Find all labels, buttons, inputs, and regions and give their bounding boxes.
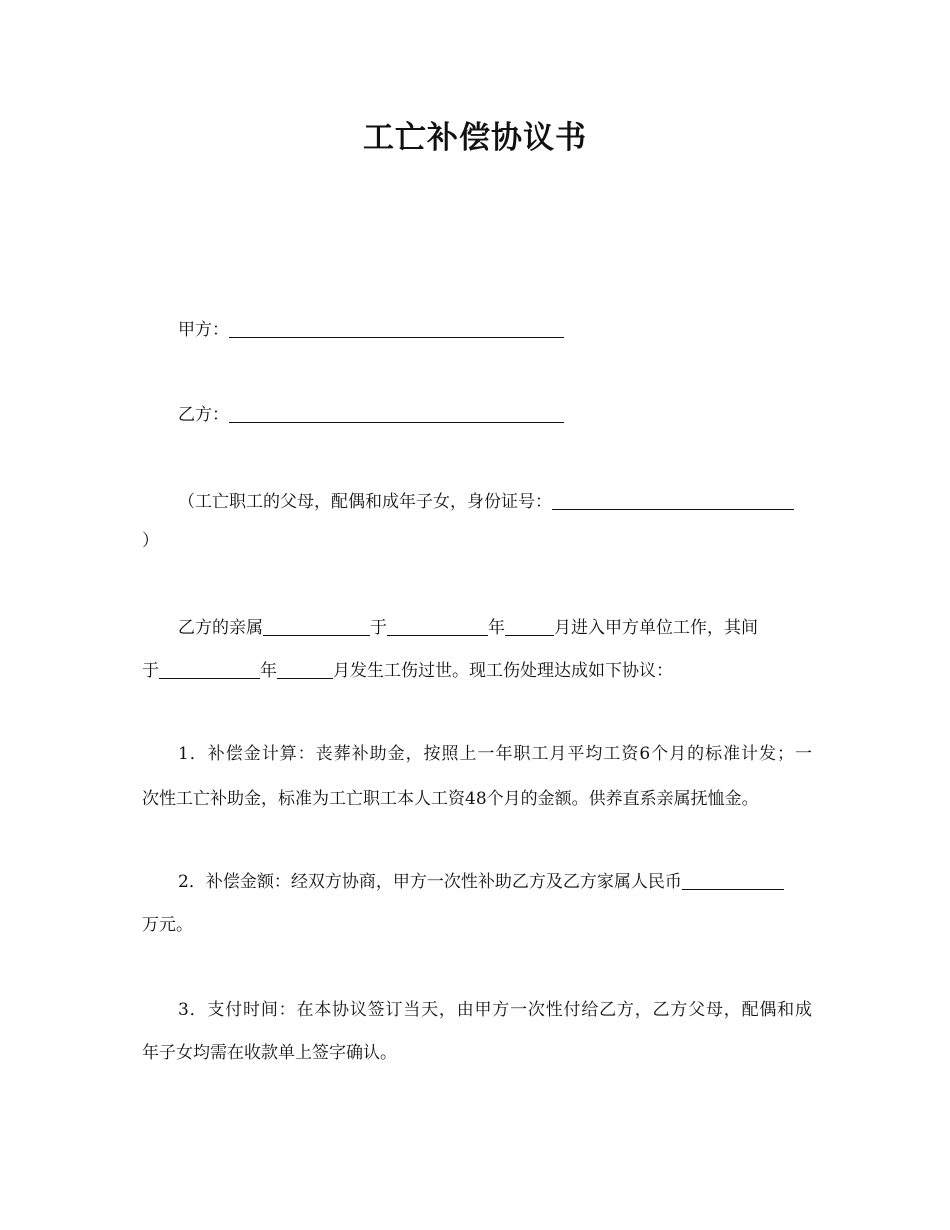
item2-line-1 <box>178 872 784 892</box>
intro-line-2 <box>142 661 673 681</box>
amount-blank[interactable] <box>682 872 784 890</box>
death-month-blank[interactable] <box>277 661 333 679</box>
party-b-label: 乙方： <box>178 405 229 425</box>
intro-text-6: 年 <box>260 661 277 681</box>
id-note-line <box>178 492 794 512</box>
join-year-blank[interactable] <box>387 618 488 636</box>
intro-text-1: 乙方的亲属 <box>178 618 263 638</box>
item2-text: 2．补偿金额：经双方协商，甲方一次性补助乙方及乙方家属人民币 <box>178 872 682 892</box>
join-month-blank[interactable] <box>505 618 554 636</box>
party-a-label: 甲方： <box>178 320 229 340</box>
document-title: 工亡补偿协议书 <box>363 120 587 156</box>
item3-line-1: 3．支付时间：在本协议签订当天，由甲方一次性付给乙方，乙方父母，配偶和成 <box>178 1000 812 1020</box>
id-note-suffix: ） <box>142 531 159 551</box>
party-a-line <box>178 320 564 340</box>
id-note-prefix: （工亡职工的父母，配偶和成年子女，身份证号： <box>178 492 552 512</box>
relative-name-blank[interactable] <box>263 618 370 636</box>
item1-line-1: 1．补偿金计算：丧葬补助金，按照上一年职工月平均工资6个月的标准计发；一 <box>178 744 812 764</box>
intro-text-5: 于 <box>142 661 159 681</box>
intro-text-3: 年 <box>488 618 505 638</box>
intro-text-2: 于 <box>370 618 387 638</box>
party-b-blank[interactable] <box>229 405 564 423</box>
intro-line-1 <box>178 618 758 638</box>
death-year-blank[interactable] <box>159 661 260 679</box>
party-a-blank[interactable] <box>229 320 564 338</box>
item2-line-2: 万元。 <box>142 915 193 935</box>
intro-text-7: 月发生工伤过世。现工伤处理达成如下协议： <box>333 661 673 681</box>
item3-line-2: 年子女均需在收款单上签字确认。 <box>142 1043 397 1063</box>
party-b-line <box>178 405 564 425</box>
intro-text-4: 月进入甲方单位工作，其间 <box>554 618 758 638</box>
id-number-blank[interactable] <box>552 492 794 510</box>
item1-line-2: 次性工亡补助金，标准为工亡职工本人工资48个月的金额。供养直系亲属抚恤金。 <box>142 789 759 809</box>
